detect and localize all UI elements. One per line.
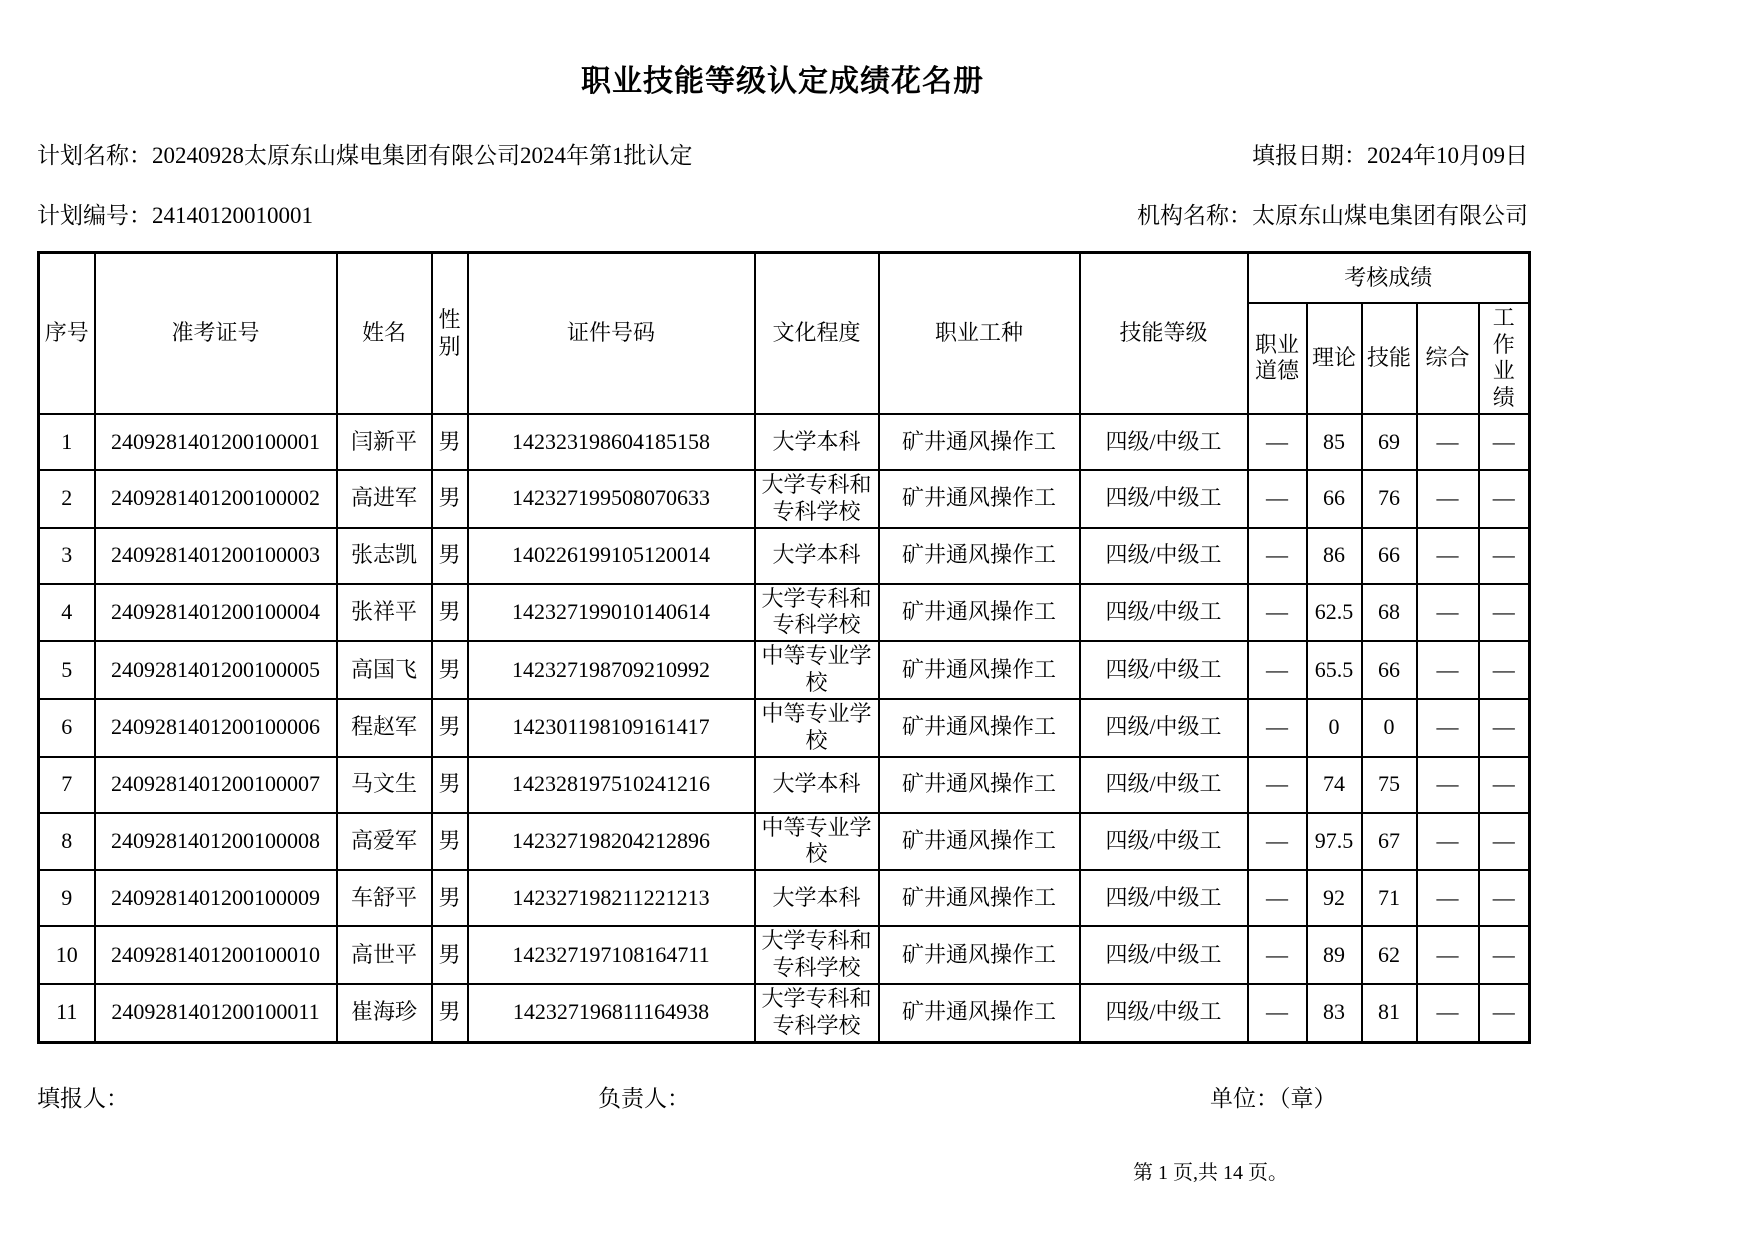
cell-skill-level: 四级/中级工 bbox=[1080, 528, 1248, 584]
cell-name: 张祥平 bbox=[337, 584, 432, 642]
cell-score-comprehensive: — bbox=[1417, 757, 1479, 813]
cell-education: 大学专科和专科学校 bbox=[755, 470, 879, 528]
cell-score-theory: 89 bbox=[1307, 926, 1362, 984]
cell-score-work: — bbox=[1479, 641, 1530, 699]
score-roster-table bbox=[37, 251, 1531, 1043]
cell-skill-level: 四级/中级工 bbox=[1080, 757, 1248, 813]
cell-score-comprehensive: — bbox=[1417, 699, 1479, 757]
cell-occupation: 矿井通风操作工 bbox=[879, 926, 1080, 984]
cell-score-ethics: — bbox=[1248, 813, 1307, 871]
cell-seq: 10 bbox=[39, 926, 95, 984]
cell-score-comprehensive: — bbox=[1417, 926, 1479, 984]
cell-score-skill: 81 bbox=[1362, 984, 1417, 1042]
cell-exam-no: 2409281401200100004 bbox=[95, 584, 337, 642]
page-title: 职业技能等级认定成绩花名册 bbox=[581, 65, 984, 98]
cell-score-work: — bbox=[1479, 870, 1530, 926]
page-info-line bbox=[37, 1156, 1528, 1182]
cell-exam-no: 2409281401200100005 bbox=[95, 641, 337, 699]
cell-exam-no: 2409281401200100011 bbox=[95, 984, 337, 1042]
cell-name: 马文生 bbox=[337, 757, 432, 813]
cell-gender: 男 bbox=[432, 584, 468, 642]
cell-education: 大学本科 bbox=[755, 870, 879, 926]
cell-id-no: 142301198109161417 bbox=[468, 699, 755, 757]
cell-education: 大学专科和专科学校 bbox=[755, 584, 879, 642]
cell-score-ethics: — bbox=[1248, 699, 1307, 757]
cell-score-theory: 83 bbox=[1307, 984, 1362, 1042]
cell-skill-level: 四级/中级工 bbox=[1080, 641, 1248, 699]
cell-score-comprehensive: — bbox=[1417, 870, 1479, 926]
cell-gender: 男 bbox=[432, 414, 468, 470]
cell-id-no: 142327198204212896 bbox=[468, 813, 755, 871]
cell-score-theory: 66 bbox=[1307, 470, 1362, 528]
cell-score-comprehensive: — bbox=[1417, 641, 1479, 699]
cell-occupation: 矿井通风操作工 bbox=[879, 813, 1080, 871]
meta-row-2 bbox=[37, 202, 1528, 230]
cell-score-skill: 76 bbox=[1362, 470, 1417, 528]
cell-gender: 男 bbox=[432, 870, 468, 926]
cell-id-no: 142327198709210992 bbox=[468, 641, 755, 699]
cell-score-skill: 75 bbox=[1362, 757, 1417, 813]
table-row bbox=[39, 470, 1530, 528]
cell-score-skill: 66 bbox=[1362, 641, 1417, 699]
cell-seq: 8 bbox=[39, 813, 95, 871]
cell-exam-no: 2409281401200100002 bbox=[95, 470, 337, 528]
signature-line bbox=[37, 1080, 1528, 1112]
cell-occupation: 矿井通风操作工 bbox=[879, 699, 1080, 757]
cell-gender: 男 bbox=[432, 641, 468, 699]
cell-occupation: 矿井通风操作工 bbox=[879, 641, 1080, 699]
cell-score-theory: 65.5 bbox=[1307, 641, 1362, 699]
cell-score-work: — bbox=[1479, 813, 1530, 871]
table-body bbox=[39, 414, 1530, 1042]
cell-seq: 1 bbox=[39, 414, 95, 470]
cell-education: 大学本科 bbox=[755, 528, 879, 584]
cell-score-ethics: — bbox=[1248, 641, 1307, 699]
table-row bbox=[39, 926, 1530, 984]
cell-gender: 男 bbox=[432, 926, 468, 984]
cell-score-theory: 0 bbox=[1307, 699, 1362, 757]
page-number: 第 1 页,共 14 页。 bbox=[1133, 1161, 1288, 1184]
table-row bbox=[39, 414, 1530, 470]
cell-score-work: — bbox=[1479, 470, 1530, 528]
cell-score-ethics: — bbox=[1248, 926, 1307, 984]
cell-score-ethics: — bbox=[1248, 584, 1307, 642]
cell-occupation: 矿井通风操作工 bbox=[879, 984, 1080, 1042]
cell-education: 中等专业学校 bbox=[755, 699, 879, 757]
cell-score-work: — bbox=[1479, 984, 1530, 1042]
cell-score-ethics: — bbox=[1248, 414, 1307, 470]
cell-seq: 7 bbox=[39, 757, 95, 813]
cell-skill-level: 四级/中级工 bbox=[1080, 926, 1248, 984]
cell-score-work: — bbox=[1479, 528, 1530, 584]
cell-occupation: 矿井通风操作工 bbox=[879, 470, 1080, 528]
cell-gender: 男 bbox=[432, 984, 468, 1042]
cell-occupation: 矿井通风操作工 bbox=[879, 528, 1080, 584]
cell-id-no: 142327199508070633 bbox=[468, 470, 755, 528]
cell-exam-no: 2409281401200100008 bbox=[95, 813, 337, 871]
header-score-work: 工作业绩 bbox=[1479, 303, 1530, 414]
cell-exam-no: 2409281401200100010 bbox=[95, 926, 337, 984]
org-name: 机构名称：太原东山煤电集团有限公司 bbox=[1137, 202, 1528, 228]
cell-education: 中等专业学校 bbox=[755, 641, 879, 699]
cell-score-work: — bbox=[1479, 699, 1530, 757]
cell-seq: 4 bbox=[39, 584, 95, 642]
cell-score-ethics: — bbox=[1248, 870, 1307, 926]
header-score-comprehensive: 综合 bbox=[1417, 303, 1479, 414]
cell-score-theory: 85 bbox=[1307, 414, 1362, 470]
cell-name: 高世平 bbox=[337, 926, 432, 984]
header-score-group: 考核成绩 bbox=[1248, 253, 1530, 303]
meta-row-1 bbox=[37, 142, 1528, 170]
cell-skill-level: 四级/中级工 bbox=[1080, 414, 1248, 470]
cell-skill-level: 四级/中级工 bbox=[1080, 870, 1248, 926]
header-score-theory: 理论 bbox=[1307, 303, 1362, 414]
cell-score-work: — bbox=[1479, 414, 1530, 470]
cell-score-theory: 97.5 bbox=[1307, 813, 1362, 871]
cell-score-comprehensive: — bbox=[1417, 470, 1479, 528]
manager-label: 负责人： bbox=[598, 1085, 690, 1111]
cell-score-skill: 69 bbox=[1362, 414, 1417, 470]
cell-name: 高爱军 bbox=[337, 813, 432, 871]
header-exam-no: 准考证号 bbox=[95, 253, 337, 414]
table-row bbox=[39, 757, 1530, 813]
cell-score-work: — bbox=[1479, 584, 1530, 642]
cell-score-ethics: — bbox=[1248, 757, 1307, 813]
cell-name: 崔海珍 bbox=[337, 984, 432, 1042]
cell-name: 程赵军 bbox=[337, 699, 432, 757]
cell-seq: 9 bbox=[39, 870, 95, 926]
cell-name: 高进军 bbox=[337, 470, 432, 528]
cell-seq: 3 bbox=[39, 528, 95, 584]
cell-occupation: 矿井通风操作工 bbox=[879, 584, 1080, 642]
table-row bbox=[39, 813, 1530, 871]
unit-seal-label: 单位：（章） bbox=[1210, 1085, 1337, 1111]
cell-gender: 男 bbox=[432, 757, 468, 813]
cell-id-no: 142327197108164711 bbox=[468, 926, 755, 984]
cell-exam-no: 2409281401200100009 bbox=[95, 870, 337, 926]
cell-score-ethics: — bbox=[1248, 528, 1307, 584]
cell-score-theory: 86 bbox=[1307, 528, 1362, 584]
cell-score-work: — bbox=[1479, 926, 1530, 984]
cell-skill-level: 四级/中级工 bbox=[1080, 699, 1248, 757]
table-row bbox=[39, 584, 1530, 642]
cell-id-no: 142327198211221213 bbox=[468, 870, 755, 926]
cell-education: 大学专科和专科学校 bbox=[755, 926, 879, 984]
cell-score-theory: 92 bbox=[1307, 870, 1362, 926]
cell-id-no: 142328197510241216 bbox=[468, 757, 755, 813]
cell-score-skill: 71 bbox=[1362, 870, 1417, 926]
cell-score-skill: 67 bbox=[1362, 813, 1417, 871]
header-occupation: 职业工种 bbox=[879, 253, 1080, 414]
table-row bbox=[39, 528, 1530, 584]
header-skill-level: 技能等级 bbox=[1080, 253, 1248, 414]
cell-skill-level: 四级/中级工 bbox=[1080, 813, 1248, 871]
cell-id-no: 140226199105120014 bbox=[468, 528, 755, 584]
cell-skill-level: 四级/中级工 bbox=[1080, 984, 1248, 1042]
header-gender: 性别 bbox=[432, 253, 468, 414]
cell-score-skill: 68 bbox=[1362, 584, 1417, 642]
cell-education: 大学本科 bbox=[755, 757, 879, 813]
table-row bbox=[39, 699, 1530, 757]
table-row bbox=[39, 641, 1530, 699]
filler-label: 填报人： bbox=[37, 1085, 129, 1111]
cell-education: 大学专科和专科学校 bbox=[755, 984, 879, 1042]
cell-exam-no: 2409281401200100007 bbox=[95, 757, 337, 813]
cell-seq: 2 bbox=[39, 470, 95, 528]
cell-exam-no: 2409281401200100001 bbox=[95, 414, 337, 470]
table-row bbox=[39, 870, 1530, 926]
cell-gender: 男 bbox=[432, 470, 468, 528]
cell-id-no: 142323198604185158 bbox=[468, 414, 755, 470]
header-name: 姓名 bbox=[337, 253, 432, 414]
cell-gender: 男 bbox=[432, 813, 468, 871]
cell-occupation: 矿井通风操作工 bbox=[879, 414, 1080, 470]
cell-score-comprehensive: — bbox=[1417, 414, 1479, 470]
cell-gender: 男 bbox=[432, 528, 468, 584]
header-score-skill: 技能 bbox=[1362, 303, 1417, 414]
cell-score-comprehensive: — bbox=[1417, 984, 1479, 1042]
header-score-ethics: 职业道德 bbox=[1248, 303, 1307, 414]
cell-score-comprehensive: — bbox=[1417, 584, 1479, 642]
cell-name: 闫新平 bbox=[337, 414, 432, 470]
cell-score-comprehensive: — bbox=[1417, 813, 1479, 871]
cell-occupation: 矿井通风操作工 bbox=[879, 870, 1080, 926]
cell-score-skill: 0 bbox=[1362, 699, 1417, 757]
cell-exam-no: 2409281401200100003 bbox=[95, 528, 337, 584]
cell-skill-level: 四级/中级工 bbox=[1080, 584, 1248, 642]
cell-exam-no: 2409281401200100006 bbox=[95, 699, 337, 757]
cell-score-ethics: — bbox=[1248, 984, 1307, 1042]
cell-seq: 5 bbox=[39, 641, 95, 699]
cell-skill-level: 四级/中级工 bbox=[1080, 470, 1248, 528]
cell-gender: 男 bbox=[432, 699, 468, 757]
plan-code: 计划编号：24140120010001 bbox=[37, 202, 313, 228]
header-education: 文化程度 bbox=[755, 253, 879, 414]
cell-name: 高国飞 bbox=[337, 641, 432, 699]
cell-occupation: 矿井通风操作工 bbox=[879, 757, 1080, 813]
cell-id-no: 142327199010140614 bbox=[468, 584, 755, 642]
table-row bbox=[39, 984, 1530, 1042]
cell-education: 大学本科 bbox=[755, 414, 879, 470]
table-header bbox=[39, 253, 1530, 414]
cell-score-theory: 74 bbox=[1307, 757, 1362, 813]
cell-score-comprehensive: — bbox=[1417, 528, 1479, 584]
cell-score-work: — bbox=[1479, 757, 1530, 813]
cell-seq: 11 bbox=[39, 984, 95, 1042]
cell-id-no: 142327196811164938 bbox=[468, 984, 755, 1042]
cell-name: 张志凯 bbox=[337, 528, 432, 584]
cell-score-theory: 62.5 bbox=[1307, 584, 1362, 642]
plan-name: 计划名称：20240928太原东山煤电集团有限公司2024年第1批认定 bbox=[37, 143, 693, 168]
cell-score-ethics: — bbox=[1248, 470, 1307, 528]
cell-education: 中等专业学校 bbox=[755, 813, 879, 871]
report-date: 填报日期：2024年10月09日 bbox=[1252, 143, 1528, 168]
cell-score-skill: 66 bbox=[1362, 528, 1417, 584]
header-seq: 序号 bbox=[39, 253, 95, 414]
header-id-no: 证件号码 bbox=[468, 253, 755, 414]
cell-score-skill: 62 bbox=[1362, 926, 1417, 984]
cell-name: 车舒平 bbox=[337, 870, 432, 926]
cell-seq: 6 bbox=[39, 699, 95, 757]
